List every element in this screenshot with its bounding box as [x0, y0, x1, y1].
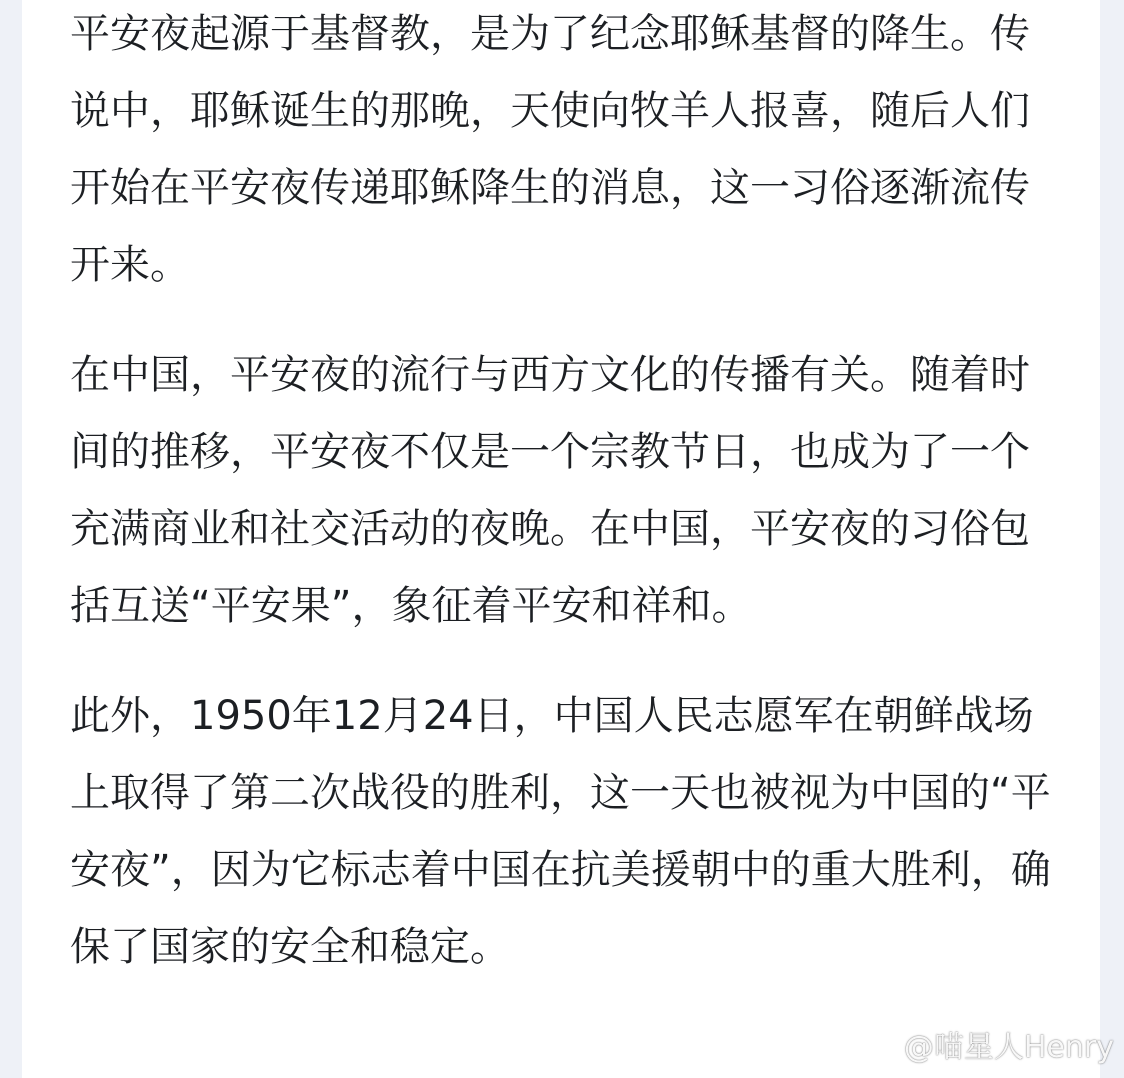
weibo-watermark [860, 1022, 1114, 1066]
paragraph-china: 在中国，平安夜的流行与西方文化的传播有关。随着时间的推移，平安夜不仅是一个宗教节日，也成为了一个充满商业和社交活动的夜晚。在中国，平安夜的习俗包括互送“平安果”，象征着平安和祥和。 [70, 352, 1030, 629]
article-body [70, 0, 1060, 986]
article-card [22, 0, 1100, 1078]
weibo-icon [860, 1028, 898, 1060]
watermark-text: @喵星人Henry [903, 1030, 1114, 1065]
paragraph-history: 此外，1950年12月24日，中国人民志愿军在朝鲜战场上取得了第二次战役的胜利，这一天也被视为中国的“平安夜”，因为它标志着中国在抗美援朝中的重大胜利，确保了国家的安全和稳定。 [70, 693, 1051, 970]
paragraph-origin: 平安夜起源于基督教，是为了纪念耶稣基督的降生。传说中，耶稣诞生的那晚，天使向牧羊人报喜，随后人们开始在平安夜传递耶稣降生的消息，这一习俗逐渐流传开来。 [70, 11, 1030, 288]
